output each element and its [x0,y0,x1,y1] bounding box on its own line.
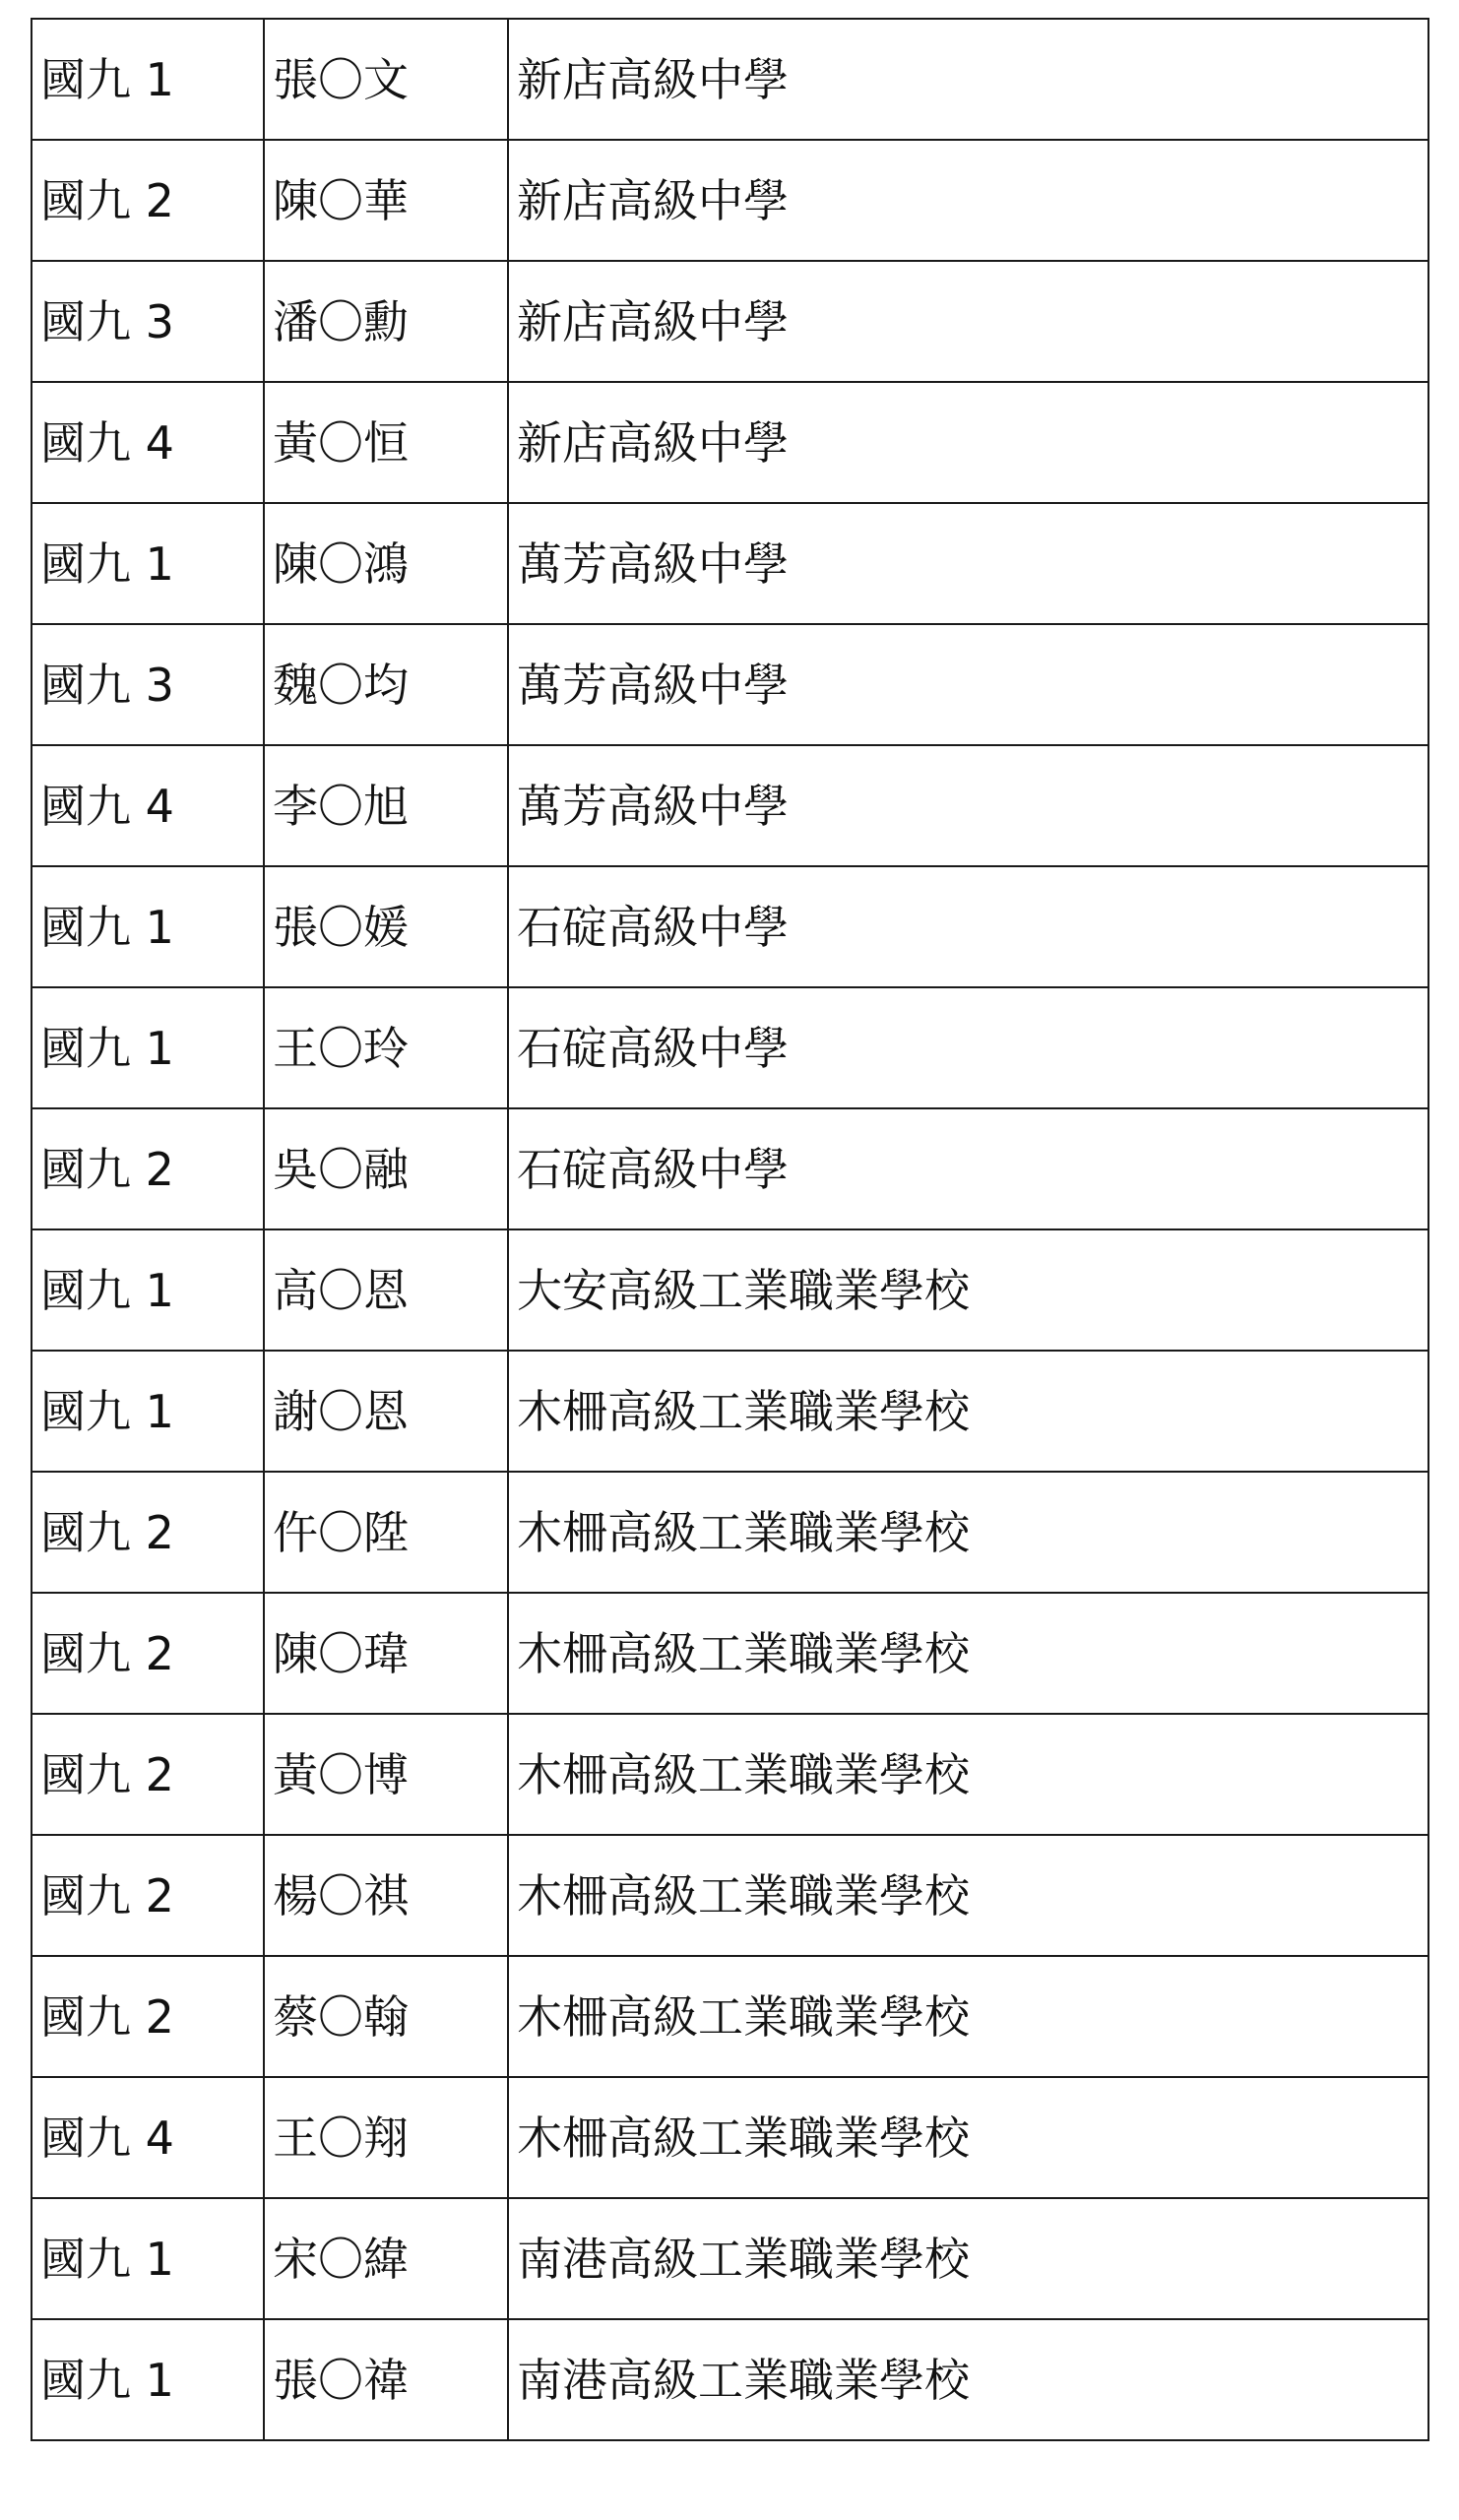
class-cell: 國九 4 [32,745,264,866]
class-cell: 國九 2 [32,1835,264,1956]
school-cell: 木柵高級工業職業學校 [508,1956,1428,2077]
school-cell: 新店高級中學 [508,382,1428,503]
class-cell: 國九 1 [32,503,264,624]
class-cell: 國九 3 [32,624,264,745]
student-name-cell: 仵〇陞 [264,1472,508,1593]
table-row [32,503,1428,624]
table-row [32,624,1428,745]
class-cell: 國九 2 [32,1956,264,2077]
student-name-cell: 張〇文 [264,19,508,140]
school-cell: 新店高級中學 [508,261,1428,382]
class-cell: 國九 2 [32,1472,264,1593]
student-name-cell: 潘〇勳 [264,261,508,382]
table-row [32,382,1428,503]
table-row [32,140,1428,261]
student-name-cell: 高〇恩 [264,1229,508,1351]
class-cell: 國九 1 [32,1229,264,1351]
table-row [32,2198,1428,2319]
school-cell: 南港高級工業職業學校 [508,2319,1428,2440]
student-name-cell: 黃〇博 [264,1714,508,1835]
school-cell: 木柵高級工業職業學校 [508,2077,1428,2198]
student-name-cell: 陳〇瑋 [264,1593,508,1714]
table-row [32,261,1428,382]
student-name-cell: 蔡〇翰 [264,1956,508,2077]
table-row [32,987,1428,1108]
table-row [32,1351,1428,1472]
table-row [32,745,1428,866]
class-cell: 國九 4 [32,382,264,503]
school-cell: 南港高級工業職業學校 [508,2198,1428,2319]
class-cell: 國九 4 [32,2077,264,2198]
student-name-cell: 張〇媛 [264,866,508,987]
school-cell: 萬芳高級中學 [508,503,1428,624]
school-cell: 木柵高級工業職業學校 [508,1351,1428,1472]
student-name-cell: 魏〇均 [264,624,508,745]
student-name-cell: 陳〇華 [264,140,508,261]
school-cell: 木柵高級工業職業學校 [508,1472,1428,1593]
class-cell: 國九 1 [32,2198,264,2319]
table-row [32,1229,1428,1351]
school-cell: 石碇高級中學 [508,1108,1428,1229]
table-row [32,2077,1428,2198]
school-cell: 石碇高級中學 [508,987,1428,1108]
class-cell: 國九 2 [32,140,264,261]
table-row [32,2319,1428,2440]
table-row [32,1714,1428,1835]
student-name-cell: 黃〇恒 [264,382,508,503]
class-cell: 國九 3 [32,261,264,382]
school-cell: 大安高級工業職業學校 [508,1229,1428,1351]
school-cell: 萬芳高級中學 [508,745,1428,866]
table-row [32,1472,1428,1593]
student-name-cell: 李〇旭 [264,745,508,866]
table-row [32,866,1428,987]
table-row [32,1108,1428,1229]
table-row [32,19,1428,140]
class-cell: 國九 2 [32,1108,264,1229]
school-cell: 石碇高級中學 [508,866,1428,987]
school-cell: 木柵高級工業職業學校 [508,1835,1428,1956]
table-body [32,19,1428,2440]
student-name-cell: 吳〇融 [264,1108,508,1229]
school-cell: 木柵高級工業職業學校 [508,1714,1428,1835]
student-name-cell: 謝〇恩 [264,1351,508,1472]
school-cell: 新店高級中學 [508,140,1428,261]
class-cell: 國九 1 [32,2319,264,2440]
student-school-table [31,18,1429,2441]
student-name-cell: 王〇玲 [264,987,508,1108]
class-cell: 國九 1 [32,19,264,140]
student-name-cell: 王〇翔 [264,2077,508,2198]
student-name-cell: 楊〇祺 [264,1835,508,1956]
table-row [32,1835,1428,1956]
school-cell: 萬芳高級中學 [508,624,1428,745]
school-cell: 新店高級中學 [508,19,1428,140]
class-cell: 國九 1 [32,987,264,1108]
roster-sheet [31,18,1427,2441]
class-cell: 國九 1 [32,1351,264,1472]
student-name-cell: 宋〇緯 [264,2198,508,2319]
table-row [32,1593,1428,1714]
class-cell: 國九 1 [32,866,264,987]
student-name-cell: 陳〇鴻 [264,503,508,624]
class-cell: 國九 2 [32,1714,264,1835]
student-name-cell: 張〇禕 [264,2319,508,2440]
school-cell: 木柵高級工業職業學校 [508,1593,1428,1714]
class-cell: 國九 2 [32,1593,264,1714]
table-row [32,1956,1428,2077]
